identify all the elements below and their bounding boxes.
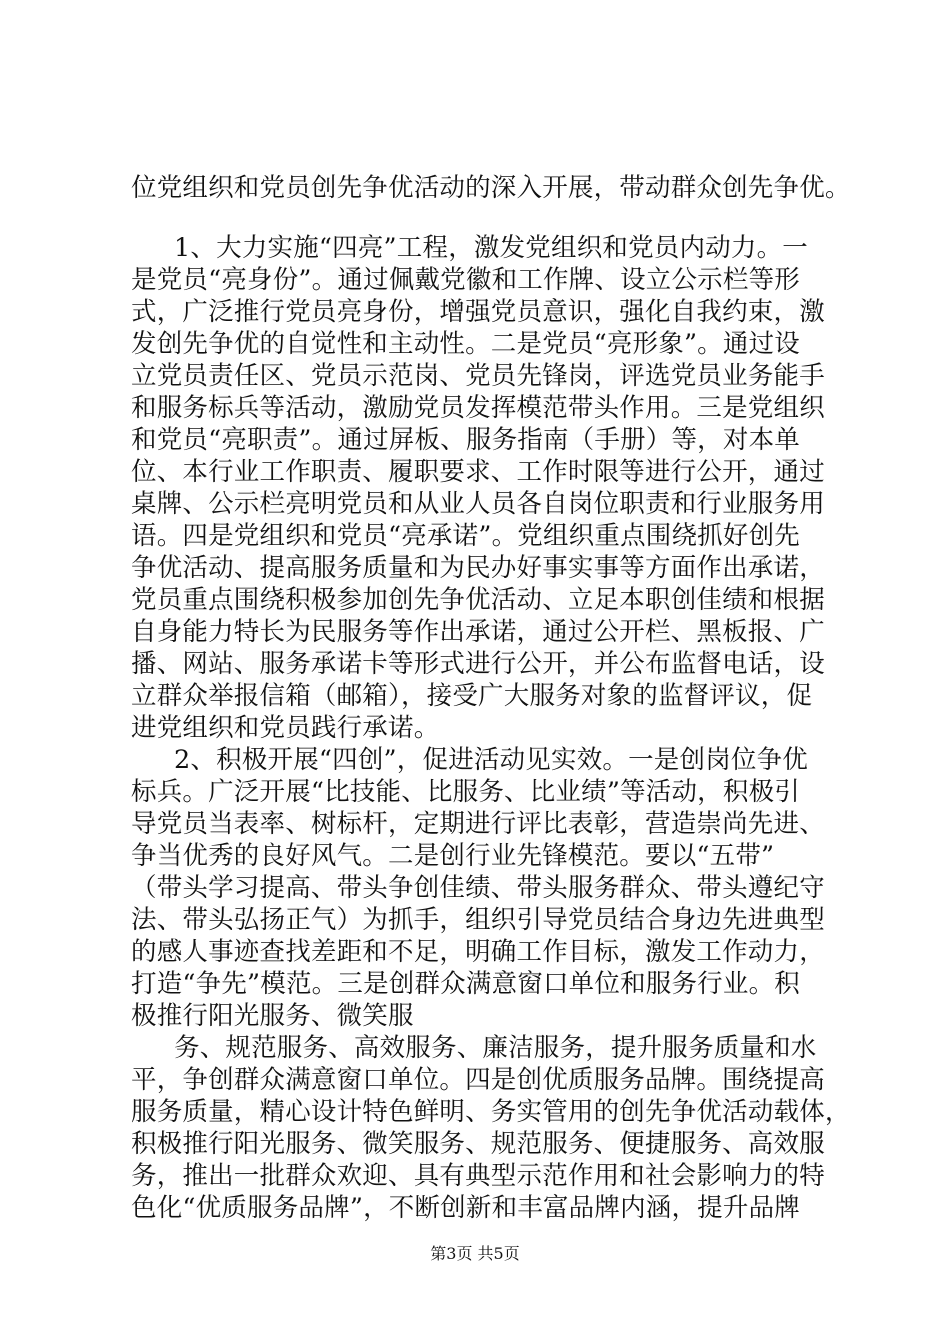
- text-line: 标兵。广泛开展“比技能、比服务、比业绩”等活动，积极引: [131, 777, 800, 807]
- text-line: 极推行阳光服务、微笑服: [131, 1001, 414, 1031]
- text-line: 播、网站、服务承诺卡等形式进行公开，并公布监督电话，设: [131, 649, 825, 679]
- text-line: 立群众举报信箱（邮箱），接受广大服务对象的监督评议，促: [131, 681, 813, 711]
- text-line: 党员重点围绕积极参加创先争优活动、立足本职创佳绩和根据: [131, 585, 825, 615]
- text-line: 争优活动、提高服务质量和为民办好事实事等方面作出承诺，: [131, 553, 825, 583]
- text-line: 位党组织和党员创先争优活动的深入开展，带动群众创先争优。: [131, 173, 851, 203]
- text-line: 2、积极开展“四创”，促进活动见实效。一是创岗位争优: [174, 745, 808, 775]
- text-line: 式，广泛推行党员亮身份，增强党员意识，强化自我约束，激: [131, 297, 825, 327]
- text-line: 色化“优质服务品牌”，不断创新和丰富品牌内涵，提升品牌: [131, 1193, 800, 1223]
- text-line: 和党员“亮职责”。通过屏板、服务指南（手册）等，对本单: [131, 425, 800, 455]
- text-line: 争当优秀的良好风气。二是创行业先锋模范。要以“五带”: [131, 841, 775, 871]
- text-line: 是党员“亮身份”。通过佩戴党徽和工作牌、设立公示栏等形: [131, 265, 800, 295]
- text-line: 法、带头弘扬正气）为抓手，组织引导党员结合身边先进典型: [131, 905, 825, 935]
- text-line: 打造“争先”模范。三是创群众满意窗口单位和服务行业。积: [131, 969, 800, 999]
- text-line: 自身能力特长为民服务等作出承诺，通过公开栏、黑板报、广: [131, 617, 825, 647]
- text-line: 立党员责任区、党员示范岗、党员先锋岗，评选党员业务能手: [131, 361, 825, 391]
- text-line: 进党组织和党员践行承诺。: [131, 713, 440, 743]
- text-line: 桌牌、公示栏亮明党员和从业人员各自岗位职责和行业服务用: [131, 489, 825, 519]
- text-line: 的感人事迹查找差距和不足，明确工作目标，激发工作动力，: [131, 937, 825, 967]
- page-number: 第3页 共5页: [430, 1244, 520, 1263]
- text-line: 位、本行业工作职责、履职要求、工作时限等进行公开，通过: [131, 457, 825, 487]
- text-line: 语。四是党组织和党员“亮承诺”。党组织重点围绕抓好创先: [131, 521, 800, 551]
- text-line: 务、规范服务、高效服务、廉洁服务，提升服务质量和水: [174, 1033, 817, 1063]
- text-line: 发创先争优的自觉性和主动性。二是党员“亮形象”。通过设: [131, 329, 800, 359]
- text-line: 和服务标兵等活动，激励党员发挥模范带头作用。三是党组织: [131, 393, 825, 423]
- text-line: 积极推行阳光服务、微笑服务、规范服务、便捷服务、高效服: [131, 1129, 825, 1159]
- text-line: 1、大力实施“四亮”工程，激发党组织和党员内动力。一: [174, 233, 808, 263]
- text-line: 务，推出一批群众欢迎、具有典型示范作用和社会影响力的特: [131, 1161, 825, 1191]
- text-line: 导党员当表率、树标杆，定期进行评比表彰，营造崇尚先进、: [131, 809, 825, 839]
- text-line: 平，争创群众满意窗口单位。四是创优质服务品牌。围绕提高: [131, 1065, 825, 1095]
- text-line: （带头学习提高、带头争创佳绩、带头服务群众、带头遵纪守: [131, 873, 825, 903]
- text-line: 服务质量，精心设计特色鲜明、务实管用的创先争优活动载体，: [131, 1097, 851, 1127]
